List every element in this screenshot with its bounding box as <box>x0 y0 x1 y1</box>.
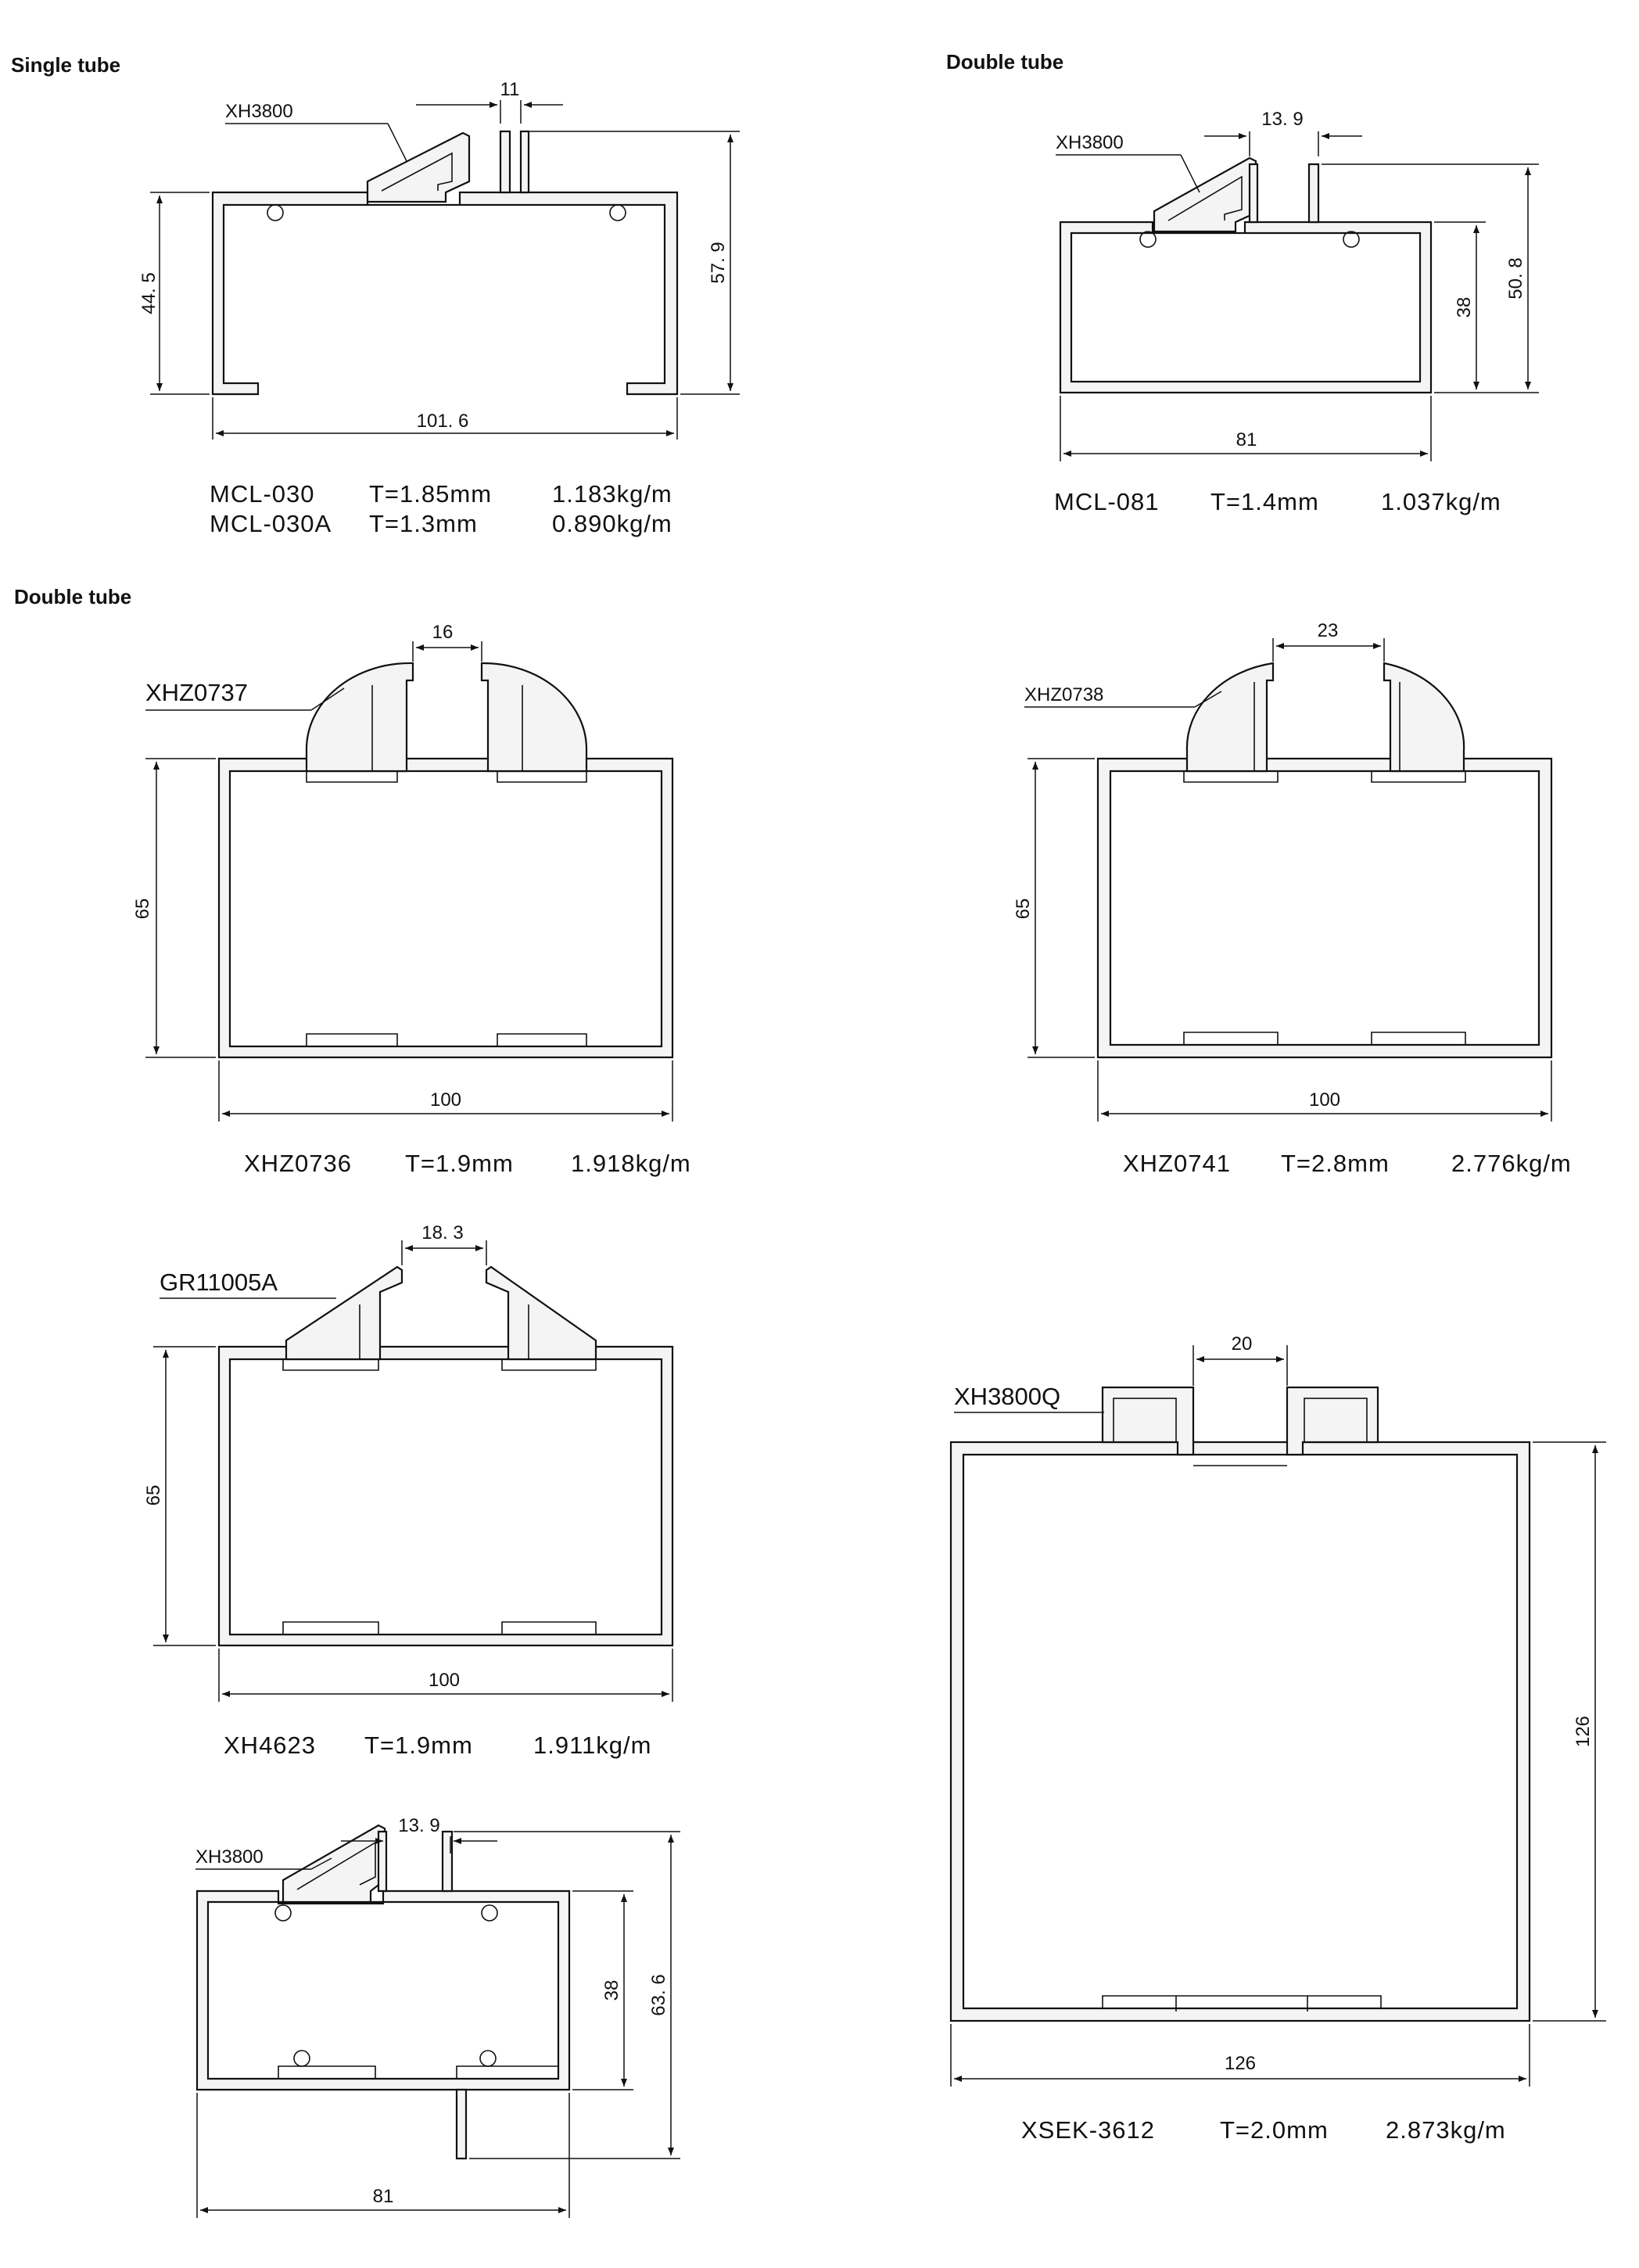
spec-code: XHZ0741 <box>1123 1150 1231 1177</box>
profile-xh4623 <box>143 1222 672 1759</box>
profile-outline <box>213 192 677 394</box>
dim-right-label: 63. 6 <box>648 1974 669 2016</box>
spec-weight: 2.873kg/m <box>1386 2116 1506 2144</box>
clip-label: XHZ0738 <box>1024 684 1104 705</box>
profile-outline <box>951 1442 1530 2021</box>
bottom-flange <box>1103 1996 1381 2008</box>
spec-code: MCL-081 <box>1054 488 1160 515</box>
clip-profile-right <box>1384 663 1464 771</box>
spec-thickness: T=2.8mm <box>1281 1150 1390 1177</box>
screw-port-bottom-left <box>294 2051 310 2066</box>
section-heading-single-tube: Single tube <box>11 53 121 77</box>
bottom-flanges <box>1184 1032 1465 1045</box>
mullion-fin <box>521 131 529 192</box>
spec-weight: 1.911kg/m <box>533 1732 652 1759</box>
top-flanges <box>1184 771 1465 782</box>
clip-label: XH3800 <box>1056 132 1124 153</box>
mullion-bottom-stem <box>457 2090 466 2159</box>
spec-thickness: T=2.0mm <box>1220 2116 1329 2144</box>
spec-weight: 2.776kg/m <box>1451 1150 1572 1177</box>
top-flanges <box>283 1359 596 1370</box>
dim-top-label: 13. 9 <box>1261 109 1304 130</box>
mullion-stem <box>500 131 510 192</box>
profile-outline <box>219 1347 672 1645</box>
screw-port-right <box>610 205 626 221</box>
spec-code: MCL-030 <box>210 480 315 508</box>
clip-label: XHZ0737 <box>145 679 248 706</box>
clip-profile-right <box>482 663 586 771</box>
clip-profile <box>307 663 413 771</box>
bottom-flanges <box>278 2066 558 2079</box>
dim-bottom-label: 100 <box>1308 1089 1341 1111</box>
clip-profile <box>1187 663 1273 771</box>
dim-left-label: 44. 5 <box>138 272 160 314</box>
dim-inner-label: 38 <box>1454 296 1475 318</box>
dim-right-label: 126 <box>1573 1715 1594 1748</box>
spec-code: MCL-030A <box>210 510 332 537</box>
dim-top-label: 18. 3 <box>421 1222 464 1243</box>
spec-weight: 1.918kg/m <box>571 1150 691 1177</box>
dim-left-label: 65 <box>1013 898 1034 920</box>
dim-top-label: 23 <box>1317 620 1339 641</box>
screw-port-left <box>267 205 283 221</box>
dim-bottom-label: 81 <box>372 2186 394 2207</box>
clip-label: GR11005A <box>160 1269 278 1296</box>
top-flanges <box>307 771 586 782</box>
dim-inner-label: 38 <box>601 1979 622 2001</box>
dim-top-label: 11 <box>500 79 520 100</box>
profile-outline <box>219 759 672 1057</box>
spec-thickness: T=1.85mm <box>369 480 493 508</box>
spec-weight: 0.890kg/m <box>552 510 672 537</box>
spec-thickness: T=1.9mm <box>405 1150 514 1177</box>
profile-mcl-081 <box>1054 109 1539 515</box>
profile-mcl-030 <box>138 79 740 537</box>
dim-left-label: 65 <box>132 898 153 920</box>
clip-profile <box>368 133 469 202</box>
screw-port-top-right <box>482 1905 497 1921</box>
dim-right-label: 57. 9 <box>708 242 729 284</box>
spec-thickness: T=1.9mm <box>364 1732 473 1759</box>
screw-port-bottom-right <box>480 2051 496 2066</box>
spec-code: XSEK-3612 <box>1021 2116 1155 2144</box>
spec-weight: 1.037kg/m <box>1381 488 1501 515</box>
dim-right-label: 50. 8 <box>1505 257 1526 300</box>
profile-xhz0736 <box>132 622 691 1177</box>
dim-bottom-label: 101. 6 <box>416 411 469 432</box>
profile-xsek-3612 <box>951 1333 1606 2144</box>
dim-bottom-label: 100 <box>429 1089 462 1111</box>
bottom-flanges <box>283 1622 596 1635</box>
dim-left-label: 65 <box>143 1484 164 1506</box>
profile-xhz0741 <box>1013 620 1572 1177</box>
clip-label: XH3800Q <box>954 1383 1061 1410</box>
section-heading-double-tube-top: Double tube <box>946 50 1064 74</box>
dim-top-label: 20 <box>1231 1333 1253 1355</box>
dim-top-label: 16 <box>432 622 454 643</box>
profile-outline <box>197 1891 569 2090</box>
clip-profile <box>286 1267 402 1359</box>
bottom-flanges <box>307 1034 586 1046</box>
clip-label: XH3800 <box>225 101 293 122</box>
profile-outline <box>1098 759 1551 1057</box>
mullion-stem <box>1250 164 1257 222</box>
mullion-fin <box>1309 164 1318 222</box>
spec-code: XHZ0736 <box>244 1150 352 1177</box>
clip-label: XH3800 <box>195 1846 264 1868</box>
spec-code: XH4623 <box>224 1732 317 1759</box>
profile-outline <box>1060 222 1431 393</box>
profile-xh3800-bottom <box>195 1815 680 2218</box>
dim-bottom-label: 100 <box>428 1670 461 1691</box>
clip-profile <box>283 1825 385 1902</box>
spec-weight: 1.183kg/m <box>552 480 672 508</box>
spec-thickness: T=1.4mm <box>1210 488 1319 515</box>
dim-bottom-label: 126 <box>1224 2053 1257 2074</box>
screw-port-top-left <box>275 1905 291 1921</box>
dim-top-label: 13. 9 <box>398 1815 440 1836</box>
dim-bottom-label: 81 <box>1236 429 1257 450</box>
section-heading-double-tube-mid: Double tube <box>14 585 132 608</box>
spec-thickness: T=1.3mm <box>369 510 478 537</box>
clip-profile-right <box>486 1267 596 1359</box>
